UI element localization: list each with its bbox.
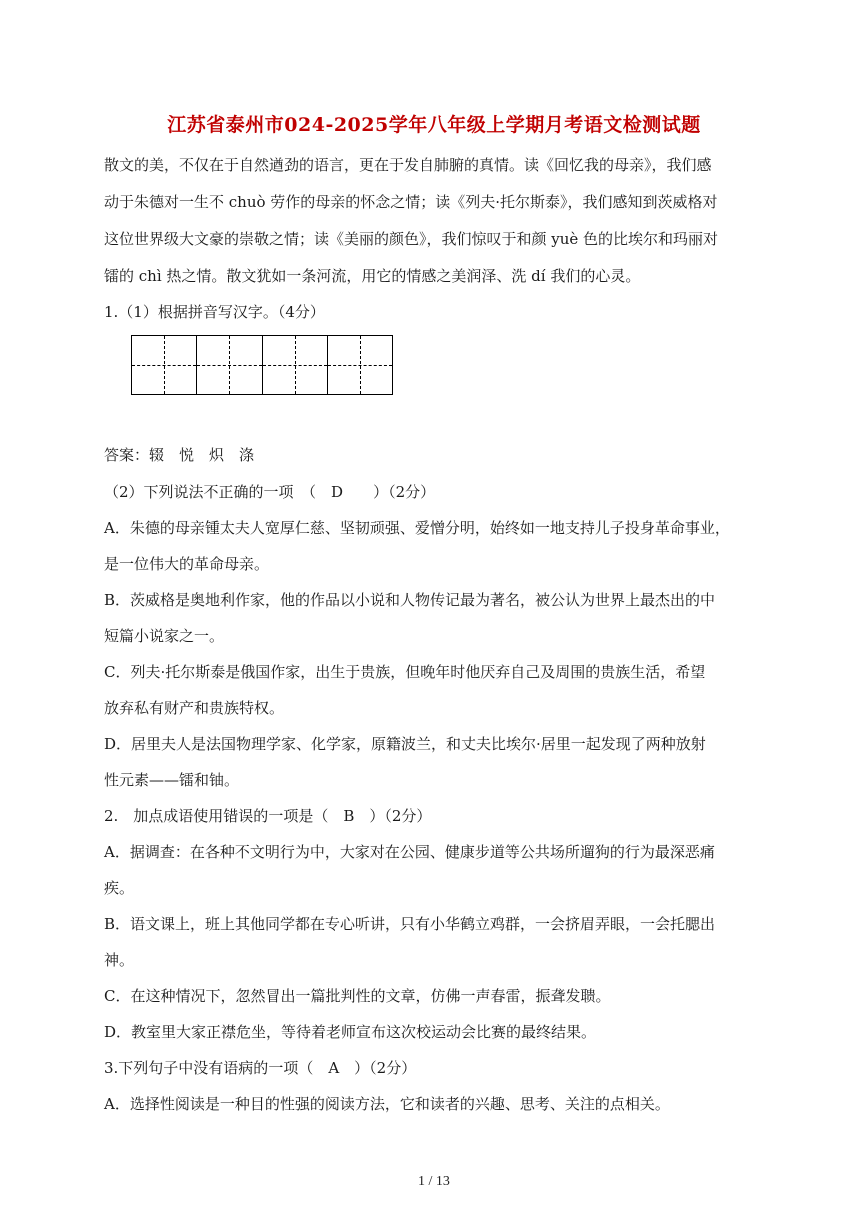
- answer-writing-grid: [131, 335, 393, 395]
- grid-cell: [132, 336, 197, 394]
- option-line: B．茨威格是奥地利作家，他的作品以小说和人物传记最为著名，被公认为世界上最杰出的中: [104, 591, 716, 609]
- intro-line: 镭的 chì 热之情。散文犹如一条河流，用它的情感之美润泽、洗 dí 我们的心灵。: [104, 267, 641, 285]
- question-3-stem: 3.下列句子中没有语病的一项（ A ）（2分）: [104, 1059, 417, 1077]
- question-1-2-stem: （2）下列说法不正确的一项 （ D ）（2分）: [104, 483, 436, 501]
- option-line: 神。: [104, 951, 135, 969]
- question-1-stem: 1.（1）根据拼音写汉字。（4分）: [104, 303, 325, 321]
- option-line: C．在这种情况下，忽然冒出一篇批判性的文章，仿佛一声春雷，振聋发聩。: [104, 987, 611, 1005]
- option-line: D．居里夫人是法国物理学家、化学家，原籍波兰，和丈夫比埃尔·居里一起发现了两种放射: [104, 735, 706, 753]
- intro-line: 动于朱德对一生不 chuò 劳作的母亲的怀念之情；读《列夫·托尔斯泰》，我们感知到茨威格对: [104, 193, 718, 211]
- grid-cell: [197, 336, 262, 394]
- option-line: 性元素——镭和铀。: [104, 771, 240, 789]
- intro-line: 散文的美，不仅在于自然遒劲的语言，更在于发自肺腑的真情。读《回忆我的母亲》，我们感: [104, 156, 712, 174]
- option-line: D．教室里大家正襟危坐，等待着老师宣布这次校运动会比赛的最终结果。: [104, 1023, 597, 1041]
- question-1-answer: 答案：辍 悦 炽 涤: [104, 446, 255, 464]
- option-line: B．语文课上，班上其他同学都在专心听讲，只有小华鹤立鸡群，一会挤眉弄眼，一会托腮出: [104, 915, 716, 933]
- option-line: 短篇小说家之一。: [104, 627, 225, 645]
- option-line: 放弃私有财产和贵族特权。: [104, 699, 285, 717]
- option-line: A．选择性阅读是一种目的性强的阅读方法，它和读者的兴趣、思考、关注的点相关。: [104, 1095, 670, 1113]
- question-2-stem: 2. 加点成语使用错误的一项是（ B ）（2分）: [104, 807, 432, 825]
- page-title: 江苏省泰州市024-2025学年八年级上学期月考语文检测试题: [167, 114, 701, 136]
- page-number: 1 / 13: [418, 1174, 450, 1189]
- option-line: 疾。: [104, 879, 135, 897]
- intro-line: 这位世界级大文豪的崇敬之情；读《美丽的颜色》，我们惊叹于和颜 yuè 色的比埃尔和玛丽对: [104, 230, 719, 248]
- option-line: 是一位伟大的革命母亲。: [104, 555, 270, 573]
- option-line: C．列夫·托尔斯泰是俄国作家，出生于贵族，但晚年时他厌弃自己及周围的贵族生活，希望: [104, 663, 706, 681]
- grid-cell: [263, 336, 328, 394]
- option-line: A．据调查：在各种不文明行为中，大家对在公园、健康步道等公共场所遛狗的行为最深恶痛: [104, 843, 715, 861]
- option-line: A．朱德的母亲锺太夫人宽厚仁慈、坚韧顽强、爱憎分明，始终如一地支持儿子投身革命事业，: [104, 519, 730, 537]
- grid-cell: [328, 336, 392, 394]
